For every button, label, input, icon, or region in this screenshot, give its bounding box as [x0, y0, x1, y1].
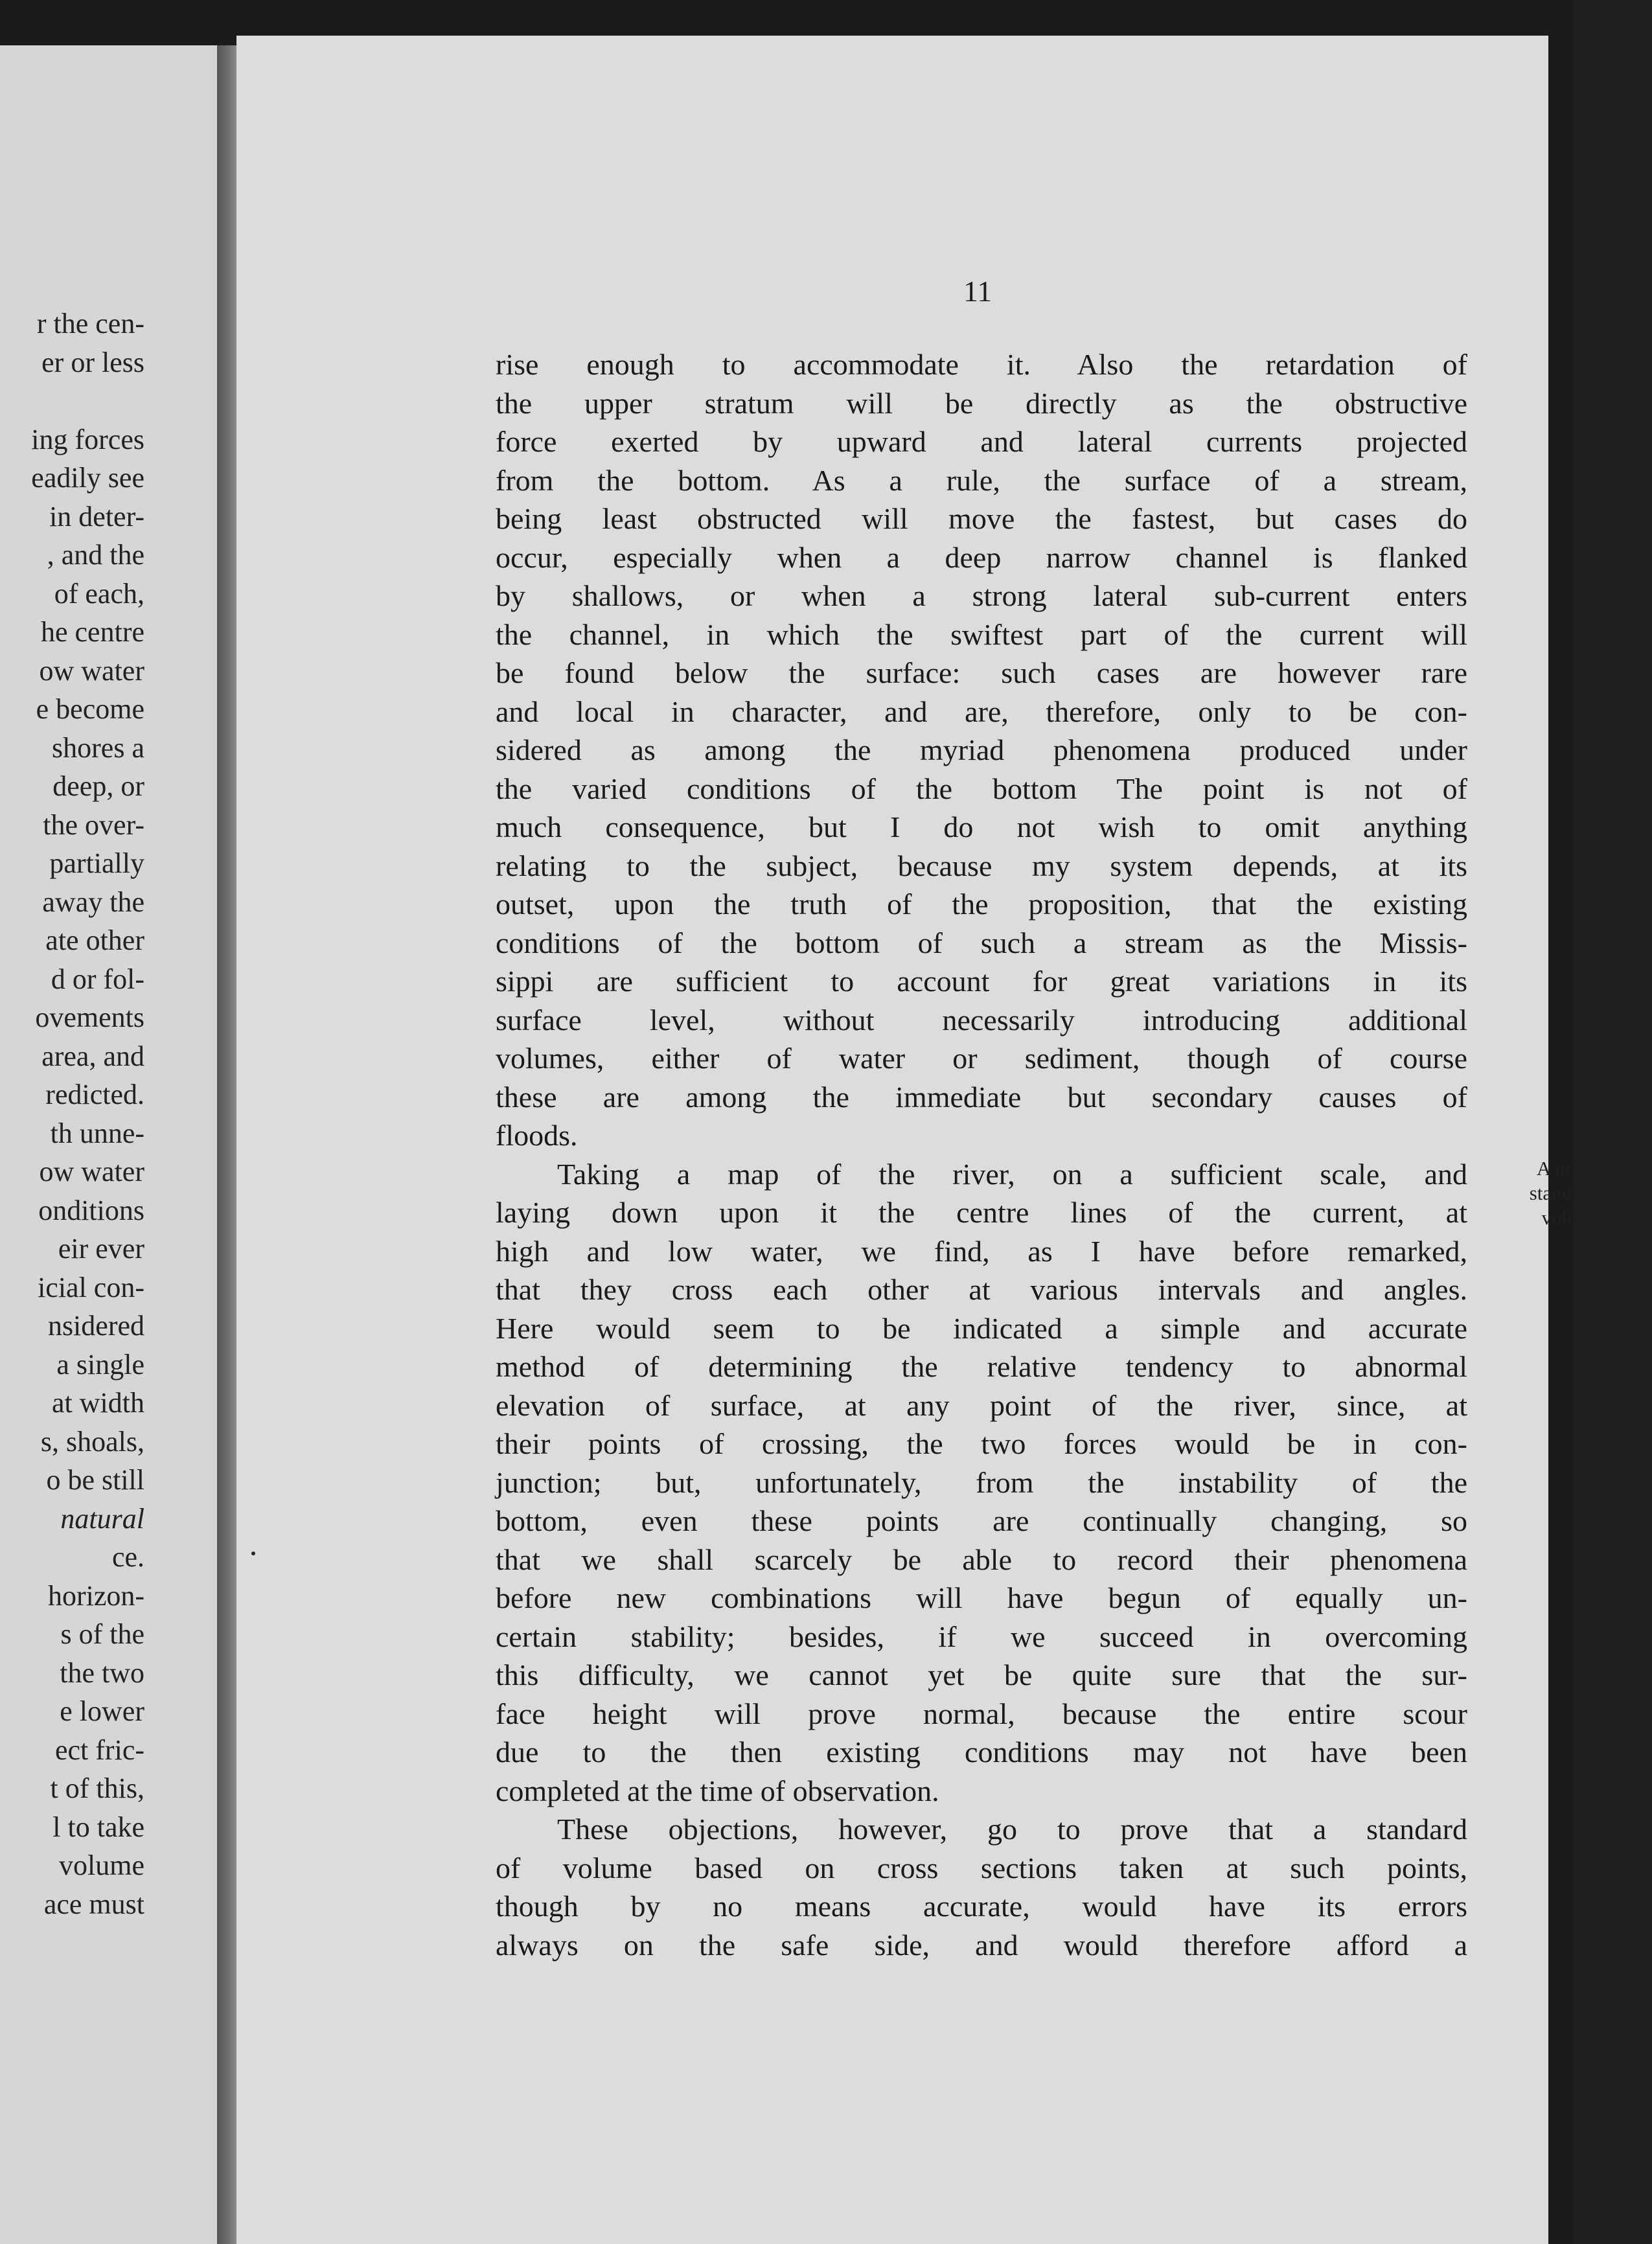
text-line: outset, upon the truth of the proposition, that the existing: [496, 887, 1467, 921]
text-line: method of determining the relative tendency to abnormal: [496, 1350, 1467, 1383]
text-line: certain stability; besides, if we succeed in overcoming: [496, 1620, 1467, 1653]
text-line: face height will prove normal, because the entire scour: [496, 1697, 1467, 1730]
text-line: this difficulty, we cannot yet be quite sure that the sur-: [496, 1658, 1467, 1691]
left-page-line: th unne-: [50, 1117, 144, 1149]
text-line: laying down upon it the centre lines of the current, at: [496, 1196, 1467, 1229]
ink-speck: [251, 1551, 255, 1555]
left-page-line: shores a: [52, 731, 144, 764]
left-page-line: deep, or: [52, 770, 144, 802]
text-line: though by no means accurate, would have its errors: [496, 1890, 1467, 1923]
left-page-line: redicted.: [45, 1079, 144, 1110]
left-page-line: ow water: [39, 654, 144, 687]
text-line: always on the safe side, and would therefore afford a: [496, 1928, 1467, 1962]
text-line: by shallows, or when a strong lateral sub-current enters: [496, 579, 1467, 612]
left-page-line: of each,: [54, 577, 144, 610]
text-line: surface level, without necessarily introducing additional: [496, 1003, 1467, 1036]
text-line: due to the then existing conditions may not have been: [496, 1735, 1467, 1769]
main-page: [236, 36, 1620, 2244]
left-page-line: s of the: [60, 1618, 144, 1650]
left-page-line: partially: [49, 847, 144, 879]
text-line: that we shall scarcely be able to record their phenomena: [496, 1542, 1467, 1576]
left-page-line: the over-: [43, 808, 144, 841]
left-page-line: a single: [56, 1348, 144, 1380]
left-page-line: volume: [59, 1849, 144, 1881]
margin-note-line: standard of: [1529, 1182, 1620, 1204]
book-gutter: [217, 45, 236, 2244]
left-page-line: ovements: [35, 1002, 144, 1033]
left-page-line: ce.: [111, 1541, 144, 1573]
text-line: rise enough to accommodate it. Also the retardation of: [496, 348, 1467, 381]
left-page-line: icial con-: [38, 1271, 144, 1303]
text-line: from the bottom. As a rule, the surface of a stream,: [496, 463, 1467, 497]
left-facing-page: [0, 45, 217, 2244]
text-line: sidered as among the myriad phenomena produced under: [496, 733, 1467, 766]
left-page-line: [0, 382, 144, 420]
text-line: completed at the time of observation.: [496, 1774, 939, 1807]
text-line: before new combinations will have begun of equally un-: [496, 1581, 1467, 1614]
left-page-line: at width: [52, 1387, 144, 1419]
left-page-line: eadily see: [31, 462, 144, 494]
left-page-line: l to take: [52, 1811, 144, 1843]
text-line: sippi are sufficient to account for great variations in its: [496, 965, 1467, 998]
left-page-line: er or less: [41, 346, 144, 378]
left-page-line: o be still: [46, 1464, 144, 1496]
text-line: these are among the immediate but secondary causes of: [496, 1080, 1467, 1114]
text-line: be found below the surface: such cases are however rare: [496, 656, 1467, 689]
text-line: of volume based on cross sections taken at such points,: [496, 1851, 1467, 1884]
text-line: junction; but, unfortunately, from the instability of the: [496, 1465, 1467, 1499]
left-page-line: onditions: [38, 1194, 144, 1226]
text-line: much consequence, but I do not wish to omit anything: [496, 810, 1467, 843]
margin-note: [1497, 1156, 1652, 1230]
left-page-line: e lower: [60, 1695, 144, 1727]
text-line: Taking a map of the river, on a sufficient scale, and: [557, 1157, 1467, 1191]
left-page-line: d or fol-: [51, 963, 144, 995]
left-page-fragments: [0, 304, 144, 1923]
left-page-line: ate other: [45, 924, 144, 956]
left-page-line: , and the: [47, 539, 144, 571]
text-line: high and low water, we find, as I have before remarked,: [496, 1234, 1467, 1268]
text-line: being least obstructed will move the fastest, but cases do: [496, 502, 1467, 535]
left-page-line: the two: [60, 1656, 144, 1689]
page-number: 11: [963, 275, 992, 308]
left-page-line: eir ever: [58, 1233, 144, 1265]
text-line: the channel, in which the swiftest part of the current will: [496, 617, 1467, 651]
text-line: bottom, even these points are continually changing, so: [496, 1504, 1467, 1537]
left-page-line: ace must: [43, 1888, 144, 1920]
text-line: occur, especially when a deep narrow channel is flanked: [496, 540, 1467, 574]
text-line: the upper stratum will be directly as the obstructive: [496, 386, 1467, 420]
left-page-line: s, shoals,: [40, 1425, 144, 1458]
left-page-line: nsidered: [47, 1310, 144, 1342]
left-page-line: r the cen-: [36, 308, 144, 339]
text-line: elevation of surface, at any point of the river, since, at: [496, 1388, 1467, 1422]
left-page-line: ow water: [39, 1156, 144, 1187]
text-line: relating to the subject, because my system depends, at its: [496, 849, 1467, 882]
left-page-line: in deter-: [49, 500, 144, 532]
text-line: Here would seem to be indicated a simple and accurate: [496, 1311, 1467, 1345]
left-page-line: t of this,: [50, 1772, 144, 1804]
left-page-line: he centre: [41, 616, 144, 648]
text-line: conditions of the bottom of such a stream as the Missis-: [496, 926, 1467, 959]
text-line: force exerted by upward and lateral currents projected: [496, 425, 1467, 458]
text-line: These objections, however, go to prove that a standard: [557, 1813, 1467, 1846]
text-line: their points of crossing, the two forces would be in con-: [496, 1427, 1467, 1460]
left-page-line: area, and: [41, 1040, 144, 1072]
margin-note-line: volume.: [1541, 1206, 1607, 1229]
margin-note-line: A normal: [1536, 1157, 1612, 1180]
text-line: the varied conditions of the bottom The point is not of: [496, 772, 1467, 805]
left-page-line: horizon-: [47, 1579, 144, 1612]
text-line: volumes, either of water or sediment, though of course: [496, 1042, 1467, 1075]
left-page-line: e become: [36, 693, 144, 725]
text-line: and local in character, and are, therefore, only to be con-: [496, 694, 1467, 728]
left-page-line: away the: [42, 886, 144, 918]
text-line: floods.: [496, 1119, 578, 1152]
left-page-line: ect fric-: [55, 1734, 144, 1766]
left-page-line: natural: [60, 1502, 144, 1535]
body-text: [496, 345, 1467, 1964]
left-page-line: ing forces: [31, 423, 144, 455]
text-line: that they cross each other at various intervals and angles.: [496, 1273, 1467, 1306]
